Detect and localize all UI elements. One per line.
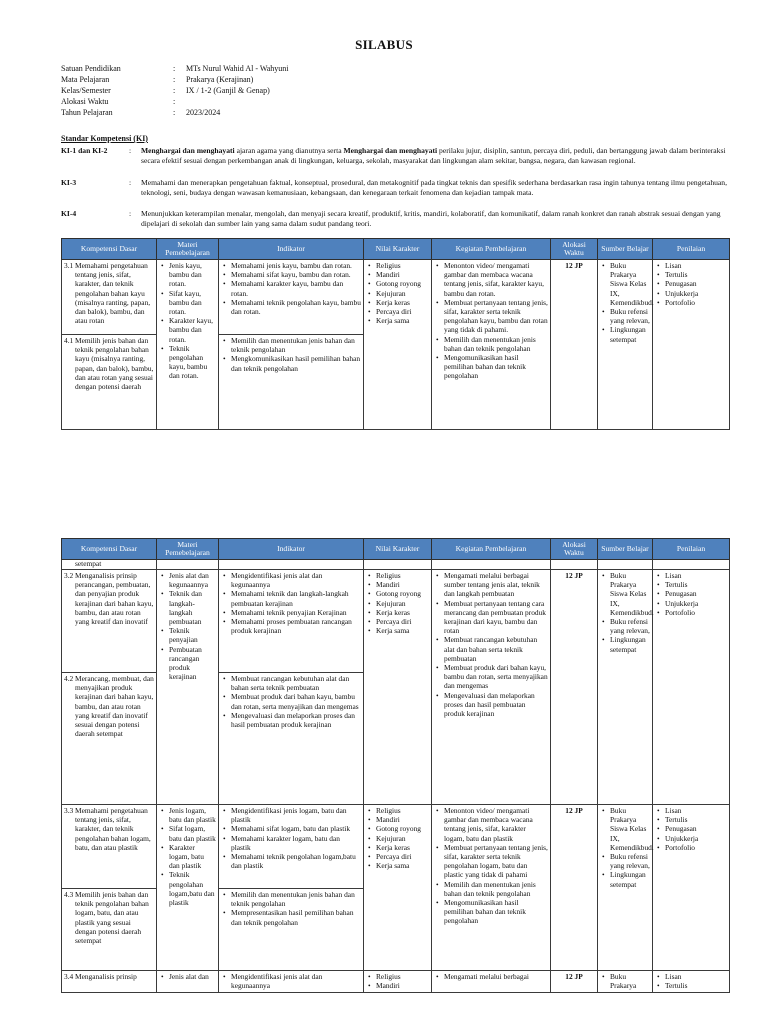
indikator-cell [219,805,364,889]
list-item: • Buku Prakarya Siswa Kelas IX, Kemendikbud. [610,806,650,852]
list-item: • Mengkomunikasikan hasil pemilihan bahan dan teknik pengolahan [231,354,361,372]
indikator-cell [219,260,364,335]
kd-text: Menganalisis prinsip [75,972,137,981]
kd-text: Menganalisis prinsip perancangan, pembuatan, dan penyajian produk kerajinan dari bahan kayu, bambu, dan atau rotan yang kreatif dan inovatif [75,571,154,627]
list-item: • Mengevaluasi dan melaporkan proses dan hasil pembuatan produk kerajinan [231,711,361,729]
list-item: • Religius [376,261,429,270]
info-row [61,96,289,107]
kegiatan-cell [432,260,551,430]
header-alokasi: Alokasi Waktu [551,539,598,560]
list-item: • Kejujuran [376,834,429,843]
kd-text: Merancang, membuat, dan menyajikan produk kerajinan dari bahan kayu, bambu, dan atau rotan yang kreatif dan inovatif sesuai dengan potensi daerah setempat [75,674,154,739]
kd-text: Memahami pengetahuan tentang jenis, sifat, karakter, dan teknik pengolahan bahan kayu (misalnya ranting, papan, dan balok), bambu, dan atau rotan [75,261,151,326]
ki-label: KI-4 [61,209,77,218]
indikator-cell [219,889,364,971]
list-item: • Membuat pertanyaan tentang cara merancang dan pembuatan produk kerajinan dari kayu, bambu dan rotan [444,599,548,636]
list-item: • Membuat produk dari bahan kayu, bambu dan rotan, serta menyajikan dan mengemas [231,692,361,710]
ki-part: ajaran agama yang dianutnya serta [234,146,344,155]
info-value: 2023/2024 [186,108,221,117]
kd-cell [62,889,157,971]
kegiatan-cell [432,570,551,805]
info-value: MTs Nurul Wahid Al - Wahyuni [186,64,289,73]
list-item: • Percaya diri [376,307,429,316]
info-colon: : [173,108,176,117]
penilaian-cell [653,570,730,805]
kd-cell [62,570,157,673]
kd-cell [62,971,157,993]
list-item: • Unjukkerja [665,289,727,298]
kd-text: Memilih jenis bahan dan teknik pengolahan bahan kayu (misalnya ranting, papan, dan balok), bambu, dan atau rotan yang sesuai dengan potensi daerah [75,336,154,392]
header-nilai: Nilai Karakter [364,539,432,560]
sk-heading: Standar Kompetensi (KI) [61,134,148,143]
kd-number: 3.2 [64,571,74,580]
table-row [62,971,730,993]
info-label: Kelas/Semester [61,86,111,95]
kd-text: Memilih jenis bahan dan teknik pengolahan bahan logam, batu, dan atau plastik yang sesuai dengan potensi daerah setempat [75,890,149,946]
penilaian-cell [653,805,730,971]
kd-number: 3.1 [64,261,74,270]
list-item: • Memahami jenis kayu, bambu dan rotan. [231,261,361,270]
alokasi-cell: 12 JP [551,971,598,993]
list-item: • Memahami sifat kayu, bambu dan rotan. [231,270,361,279]
list-item: • Lisan [665,261,727,270]
list-item: • Mengamati melalui berbagai sumber tentang jenis alat, teknik dan langkah pembuatan [444,571,548,599]
ki-text: Memahami dan menerapkan pengetahuan faktual, konseptual, prosedural, dan metakognitif pada tingkat teknis dan spesifik sederhana berdasarkan rasa ingin tahunya tentang ilmu pengetahuan, teknologi, seni, budaya dengan wawasan kemanusiaan, kebangsaan, dan kenegaraan terkait fenomena dan kejadian tampak mata. [141,178,727,197]
list-item: • Kerja keras [376,843,429,852]
info-row [61,107,289,118]
info-label: Satuan Pendidikan [61,64,121,73]
kd-cell [62,805,157,889]
kegiatan-cell [432,971,551,993]
list-item: • Penugasan [665,279,727,288]
list-item: • Buku refensi yang relevan, [610,617,650,635]
indikator-cell [219,673,364,805]
list-item: • Buku Prakarya Siswa Kelas IX, Kemendikbud. [610,571,650,617]
list-item: • Lingkungan setempat [610,870,650,888]
info-value: IX / 1-2 (Ganjil & Genap) [186,86,270,95]
list-item: • Mengamati melalui berbagai [444,972,548,981]
list-item: • Religius [376,806,429,815]
table-header-row [62,239,730,260]
info-label: Tahun Pelajaran [61,108,113,117]
info-value: Prakarya (Kerajinan) [186,75,254,84]
list-item: • Memilih dan menentukan jenis bahan dan teknik pengolahan [231,336,361,354]
materi-cell [157,260,219,430]
materi-cell [157,971,219,993]
list-item: • Membuat rancangan kebutuhan alat dan bahan serta teknik pembuatan [231,674,361,692]
nilai-cell [364,805,432,971]
list-item: • Buku refensi yang relevan, [610,852,650,870]
table-row [62,805,730,889]
list-item: • Kerja sama [376,861,429,870]
list-item: • Sifat kayu, bambu dan rotan. [169,289,216,317]
header-nilai: Nilai Karakter [364,239,432,260]
list-item: • Portofolio [665,843,727,852]
header-kompetensi: Kompetensi Dasar [62,539,157,560]
penilaian-cell [653,971,730,993]
list-item: • Lisan [665,806,727,815]
materi-cell [157,805,219,971]
list-item: • Percaya diri [376,852,429,861]
list-item: • Mandiri [376,580,429,589]
sumber-cell [598,971,653,993]
list-item: • Karakter kayu, bambu dan rotan. [169,316,216,344]
ki-label: KI-1 dan KI-2 [61,146,108,155]
info-block [61,63,289,118]
list-item: • Lisan [665,571,727,580]
list-item: • Membuat pertanyaan tentang jenis, sifat, karakter serta teknik pengolahan logam, batu dan plastic yang tidak di pahami [444,843,548,880]
nilai-cell [364,971,432,993]
list-item: • Tertulis [665,580,727,589]
info-colon: : [173,64,176,73]
list-item: • Kejujuran [376,599,429,608]
list-item: • Mempresentasikan hasil pemilihan bahan dan teknik pengolahan [231,908,361,926]
list-item: • Buku refensi yang relevan, [610,307,650,325]
ki-colon: : [129,146,132,155]
list-item: • Lingkungan setempat [610,635,650,653]
alokasi-cell: 12 JP [551,260,598,430]
list-item: • Membuat pertanyaan tentang jenis, sifat, karakter serta teknik pengolahan kayu, bambu dan rotan yang tidak di pahami. [444,298,548,335]
info-row [61,85,289,96]
header-sumber: Sumber Belajar [598,539,653,560]
list-item: • Tertulis [665,981,727,990]
list-item: • Kerja sama [376,626,429,635]
header-kegiatan: Kegiatan Pembelajaran [432,239,551,260]
header-penilaian: Penilaian [653,539,730,560]
list-item: • Mengomunikasikan hasil pemilihan bahan dan teknik pengolahan [444,898,548,926]
list-item: • Memahami teknik pengolahan logam,batu dan plastik [231,852,361,870]
header-penilaian: Penilaian [653,239,730,260]
header-alokasi: Alokasi Waktu [551,239,598,260]
list-item: • Memilih dan menentukan jenis bahan dan teknik pengolahan [444,880,548,898]
list-item: • Percaya diri [376,617,429,626]
list-item: • Buku Prakarya [610,972,650,990]
kd-number: 3.4 [64,972,74,981]
info-row [61,63,289,74]
list-item: • Teknik penyajian [169,626,216,644]
ki-row [61,178,729,197]
list-item: • Mandiri [376,815,429,824]
list-item: • Mengidentifikasi jenis alat dan kegunaannya [231,571,361,589]
info-label: Mata Pelajaran [61,75,110,84]
list-item: • Jenis kayu, bambu dan rotan. [169,261,216,289]
list-item: • Penugasan [665,824,727,833]
list-item: • Karakter logam, batu dan plastik [169,843,216,871]
list-item: • Jenis logam, batu dan plastik [169,806,216,824]
list-item: • Mengomunikasikan hasil pemilihan bahan dan teknik pengolahan [444,353,548,381]
list-item: • Menonton video/ mengamati gambar dan membaca wacana tentang jenis, sifat, karakter logam, batu dan plastik [444,806,548,843]
list-item: • Teknik dan langkah-langkah pembuatan [169,589,216,626]
list-item: • Teknik pengolahan kayu, bambu dan rotan. [169,344,216,381]
kd-number: 3.3 [64,806,74,815]
table-header-row [62,539,730,560]
list-item: • Religius [376,571,429,580]
list-item: • Memahami teknik pengolahan kayu, bambu dan rotan. [231,298,361,316]
ki-row [61,146,729,165]
list-item: • Kerja keras [376,608,429,617]
table-row [62,570,730,673]
kd-number: 4.2 [64,674,74,683]
kd-number: 4.3 [64,890,74,899]
alokasi-cell: 12 JP [551,570,598,805]
kd-text: Memahami pengetahuan tentang jenis, sifat, karakter, dan teknik pengolahan bahan logam, batu, dan atau plastik [75,806,151,852]
info-colon: : [173,86,176,95]
list-item: • Memilih dan menentukan jenis bahan dan teknik pengolahan [444,335,548,353]
kd-cell [62,335,157,430]
list-item: • Mengidentifikasi jenis logam, batu dan plastik [231,806,361,824]
kd-number: 4.1 [64,336,74,345]
indikator-cell [219,335,364,430]
list-item: • Jenis alat dan kegunaannya [169,571,216,589]
list-item: • Memahami teknik penyajian Kerajinan [231,608,361,617]
kd-cell [62,673,157,805]
header-indikator: Indikator [219,539,364,560]
list-item: • Tertulis [665,270,727,279]
kegiatan-cell [432,805,551,971]
kd-cell [62,260,157,335]
ki-colon: : [129,209,132,218]
header-kompetensi: Kompetensi Dasar [62,239,157,260]
list-item: • Portofolio [665,608,727,617]
ki-bold: Menghargai dan menghayati [343,146,438,155]
indikator-cell [219,570,364,673]
carry-over-cell: setempat [62,560,157,570]
list-item: • Unjukkerja [665,599,727,608]
sumber-cell [598,260,653,430]
list-item: • Mandiri [376,981,429,990]
list-item: • Gotong royong [376,824,429,833]
table-row [62,260,730,335]
ki-part: perilaku jujur, disiplin, santun, percaya diri, peduli, dan bertanggung jawab dalam berinteraksi secara efektif sesuai dengan perkembangan anak di lingkungan, keluarga, sekolah, masyarakat dan lingkungan alam sekitar, bangsa, negara, dan kawasan regional. [141,146,726,165]
list-item: • Memahami teknik dan langkah-langkah pembuatan kerajinan [231,589,361,607]
header-indikator: Indikator [219,239,364,260]
list-item: • Gotong royong [376,279,429,288]
list-item: • Membuat produk dari bahan kayu, bambu dan rotan, serta menyajikan dan mengemas [444,663,548,691]
table-row [62,560,730,570]
ki-row [61,209,729,228]
indikator-cell [219,971,364,993]
list-item: • Mengevaluasi dan melaporkan proses dan hasil pembuatan produk kerajinan [444,691,548,719]
nilai-cell [364,570,432,805]
info-colon: : [173,97,176,106]
list-item: • Pembuatan rancangan produk kerajinan [169,645,216,682]
list-item: • Teknik pengolahan logam,batu dan plastik [169,870,216,907]
syllabus-table-1 [61,238,730,430]
list-item: • Memahami karakter logam, batu dan plastik [231,834,361,852]
header-kegiatan: Kegiatan Pembelajaran [432,539,551,560]
alokasi-cell: 12 JP [551,805,598,971]
ki-text [141,146,729,165]
list-item: • Penugasan [665,589,727,598]
nilai-cell [364,260,432,430]
list-item: • Unjukkerja [665,834,727,843]
list-item: • Sifat logam, batu dan plastik [169,824,216,842]
list-item: • Mengidentifikasi jenis alat dan kegunaannya [231,972,361,990]
sumber-cell [598,805,653,971]
list-item: • Gotong royong [376,589,429,598]
list-item: • Portofolio [665,298,727,307]
ki-colon: : [129,178,132,187]
penilaian-cell [653,260,730,430]
list-item: • Mandiri [376,270,429,279]
list-item: • Lingkungan setempat [610,325,650,343]
list-item: • Memahami karakter kayu, bambu dan rotan. [231,279,361,297]
list-item: • Memahami sifat logam, batu dan plastik [231,824,361,833]
info-label: Alokasi Waktu [61,97,109,106]
list-item: • Memahami proses pembuatan rancangan produk kerajinan [231,617,361,635]
ki-bold: Menghargai dan menghayati [141,146,235,155]
sumber-cell [598,570,653,805]
info-colon: : [173,75,176,84]
ki-label: KI-3 [61,178,77,187]
info-row [61,74,289,85]
list-item: • Kerja sama [376,316,429,325]
syllabus-table-2 [61,538,730,993]
list-item: • Buku Prakarya Siswa Kelas IX, Kemendikbud. [610,261,650,307]
list-item: • Menonton video/ mengamati gambar dan membaca wacana tentang jenis, sifat, karakter kayu, bambu dan rotan. [444,261,548,298]
page-title: SILABUS [355,37,413,52]
list-item: • Lisan [665,972,727,981]
header-materi: Materi Pemebelajaran [157,539,219,560]
header-materi: Materi Pemebelajaran [157,239,219,260]
list-item: • Kerja keras [376,298,429,307]
list-item: • Membuat rancangan kebutuhan alat dan bahan serta teknik pembuatan [444,635,548,663]
list-item: • Kejujuran [376,289,429,298]
list-item: • Religius [376,972,429,981]
list-item: • Jenis alat dan [169,972,216,981]
list-item: • Memilih dan menentukan jenis bahan dan teknik pengolahan [231,890,361,908]
header-sumber: Sumber Belajar [598,239,653,260]
ki-text: Menunjukkan keterampilan menalar, mengolah, dan menyaji secara kreatif, produktif, kritis, mandiri, kolaboratif, dan komunikatif, dalam ranah konkret dan ranah abstrak sesuai dengan yang dipelajari di sekolah dan sumber lain yang sama dalam sudut pandang teori. [141,209,721,228]
materi-cell [157,570,219,805]
list-item: • Tertulis [665,815,727,824]
